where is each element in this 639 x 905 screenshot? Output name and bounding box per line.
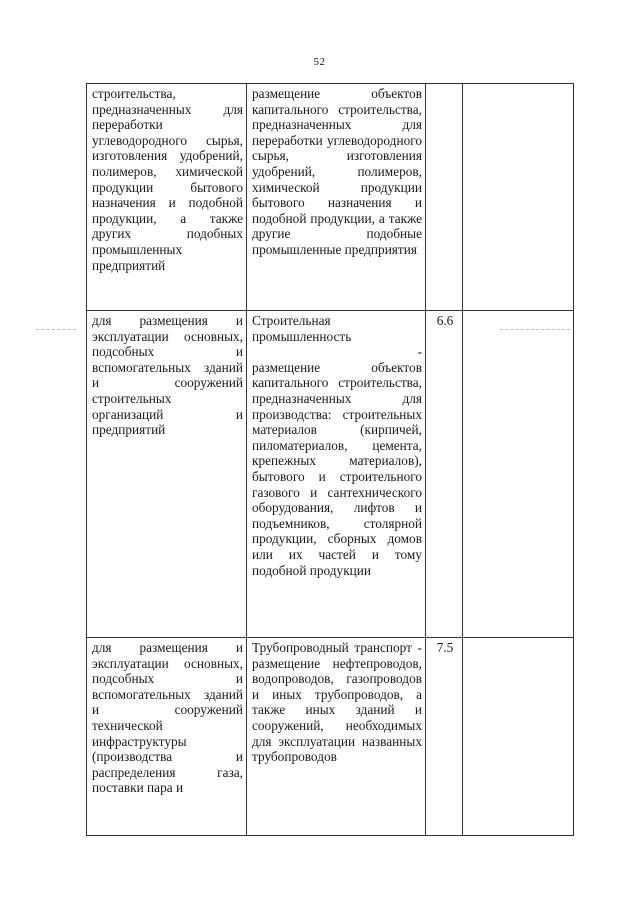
code-label: 6.6 [436, 313, 454, 328]
cell-code [426, 84, 463, 311]
cell-empty [463, 638, 574, 836]
land-use-table [86, 83, 574, 836]
cell-code [426, 638, 463, 836]
cell-permitted-use [247, 311, 426, 638]
cell-text: Трубопроводный транспорт - размещение нефтепроводов, водопроводов, газопроводов и иных трубопроводов, а также иных зданий и сооружений, необходимых для эксплуатации названных трубопроводов [252, 640, 422, 765]
scan-artifact-left [36, 329, 76, 331]
table-row [87, 84, 574, 311]
cell-permitted-use [247, 638, 426, 836]
title-dash: - [417, 344, 422, 360]
cell-text: для размещения и эксплуатации основных, подсобных и вспомогательных зданий и сооружений строительных организаций и предприятий [92, 313, 243, 438]
cell-text: размещение объектов капитального строительства, предназначенных для переработки углеводородного сырья, изготовления удобрений, полимеров, химической продукции бытового назначения и подобной продукции, а также другие подобные промышленные предприятия [252, 86, 422, 257]
table-row [87, 638, 574, 836]
cell-code [426, 311, 463, 638]
cell-description [87, 84, 247, 311]
cell-empty [463, 84, 574, 311]
table-row [87, 311, 574, 638]
code-label: 7.5 [436, 640, 454, 655]
page-number: 52 [313, 56, 326, 68]
cell-description [87, 638, 247, 836]
cell-description [87, 311, 247, 638]
cell-text: строительства, предназначенных для переработки углеводородного сырья, изготовления удобрений, полимеров, химической продукции бытового назначения и подобной продукции, а также других подобных промышленных предприятий [92, 86, 243, 273]
cell-permitted-use [247, 84, 426, 311]
cell-empty [463, 311, 574, 638]
cell-text: для размещения и эксплуатации основных, подсобных и вспомогательных зданий и сооружений технической инфраструктуры (производства и распределения газа, поставки пара и [92, 640, 243, 796]
permitted-use-title: Строительная промышленность [252, 313, 352, 344]
cell-text: размещение объектов капитального строительства, предназначенных для производства: строительных материалов (кирпичей, пиломатериалов, цемента, крепежных материалов), бытового и строительного газового и сантехнического оборудования, лифтов и подъемников, столярной продукции, сборных домов или их частей и тому подобной продукции [252, 359, 422, 578]
